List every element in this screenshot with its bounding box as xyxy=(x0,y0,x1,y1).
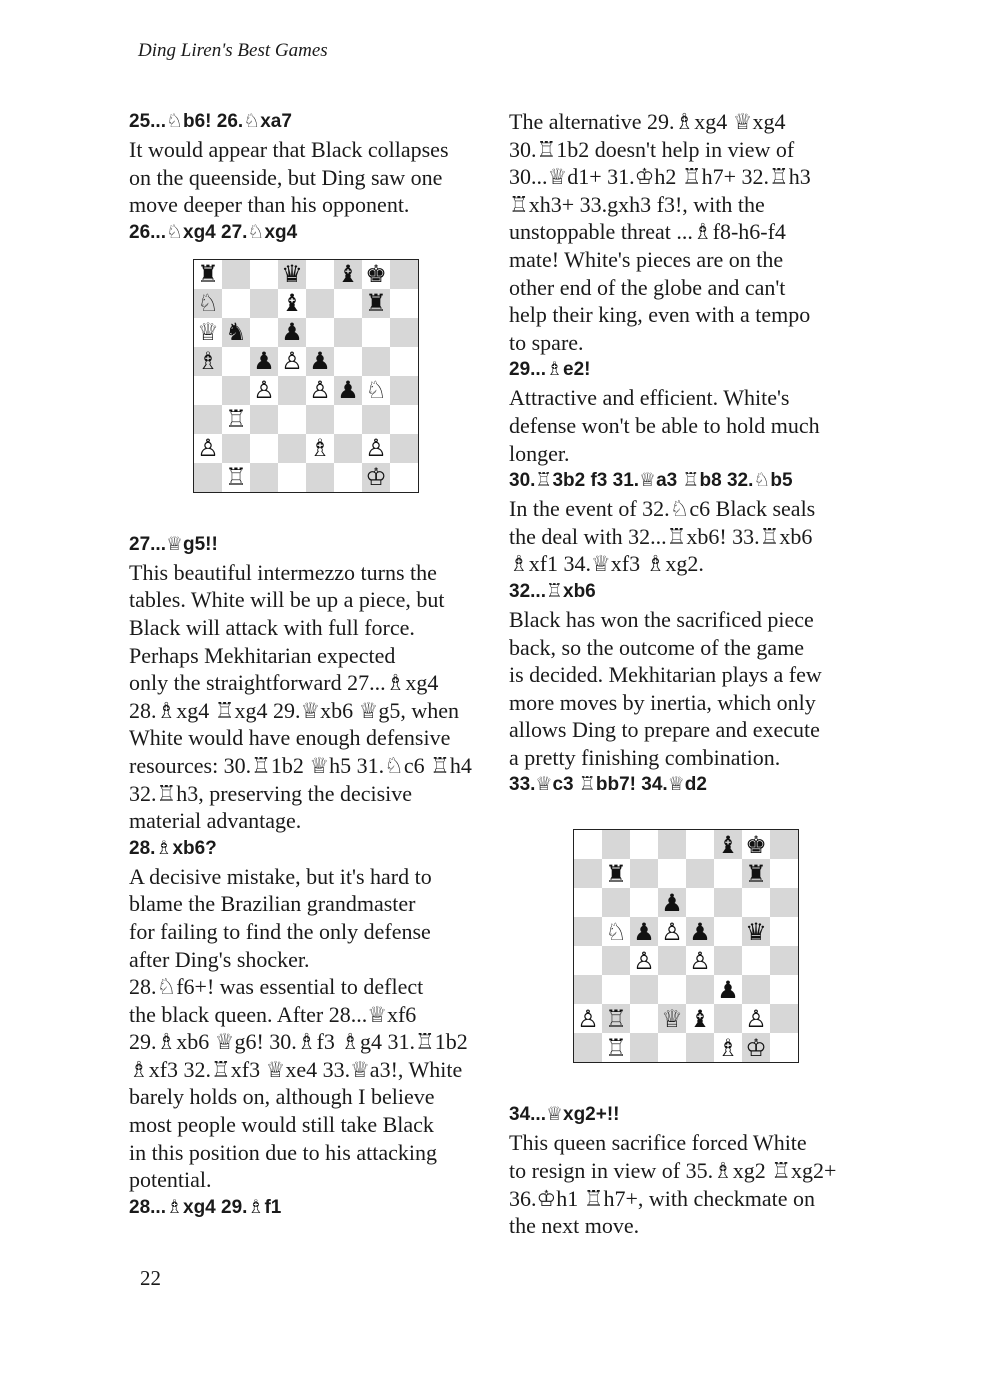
board-square xyxy=(770,1004,798,1033)
board-square xyxy=(714,1033,742,1062)
board-square xyxy=(770,975,798,1004)
commentary-line: A decisive mistake, but it's hard to xyxy=(129,863,432,889)
board-square xyxy=(222,347,250,376)
commentary-line: 28.♗xg4 ♖xg4 29.♕xb6 ♕g5, when xyxy=(129,697,460,723)
commentary-line: in this position due to his attacking xyxy=(129,1139,437,1165)
commentary-line: after Ding's shocker. xyxy=(129,946,310,972)
commentary-paragraph xyxy=(509,108,859,356)
commentary-line: material advantage. xyxy=(129,808,302,834)
chess-piece-icon: ♚ xyxy=(745,830,767,859)
board-square xyxy=(334,260,362,289)
commentary-line: resources: 30.♖1b2 ♕h5 31.♘c6 ♖h4 xyxy=(129,752,472,778)
board-square xyxy=(194,463,222,492)
commentary-line: allows Ding to prepare and execute xyxy=(509,717,820,743)
board-square xyxy=(362,318,390,347)
board-square xyxy=(362,347,390,376)
board-square xyxy=(602,946,630,975)
board-square xyxy=(714,946,742,975)
commentary-line: move deeper than his opponent. xyxy=(129,192,410,218)
board-square xyxy=(250,463,278,492)
board-square xyxy=(602,830,630,859)
board-square xyxy=(686,1004,714,1033)
board-square xyxy=(222,463,250,492)
move-heading: 28.♗xb6? xyxy=(129,837,217,859)
board-square xyxy=(658,888,686,917)
commentary-paragraph xyxy=(509,606,859,772)
board-square xyxy=(714,859,742,888)
move-heading: 28...♗xg4 29.♗f1 xyxy=(129,1196,282,1218)
commentary-line: more moves by inertia, which only xyxy=(509,689,816,715)
move-heading: 27...♕g5!! xyxy=(129,533,218,555)
board-square xyxy=(686,975,714,1004)
chess-piece-icon: ♗ xyxy=(717,1033,739,1062)
chess-piece-icon: ♙ xyxy=(365,434,387,463)
board-square xyxy=(742,888,770,917)
commentary-line: for failing to find the only defense xyxy=(129,918,431,944)
commentary-line: most people would still take Black xyxy=(129,1112,434,1138)
board-square xyxy=(686,917,714,946)
board-square xyxy=(574,888,602,917)
board-square xyxy=(222,260,250,289)
commentary-line: Black will attack with full force. xyxy=(129,614,415,640)
commentary-line: Perhaps Mekhitarian expected xyxy=(129,642,396,668)
board-square xyxy=(222,289,250,318)
board-square xyxy=(390,405,418,434)
board-square xyxy=(306,434,334,463)
board-square xyxy=(630,975,658,1004)
running-title: Ding Liren's Best Games xyxy=(138,40,328,61)
commentary-line: longer. xyxy=(509,440,570,466)
commentary-line: a pretty finishing combination. xyxy=(509,744,781,770)
chess-piece-icon: ♗ xyxy=(309,434,331,463)
board-square xyxy=(390,463,418,492)
commentary-line: 30...♕d1+ 31.♔h2 ♖h7+ 32.♖h3 xyxy=(509,164,811,190)
commentary-line: the black queen. After 28...♕xf6 xyxy=(129,1001,417,1027)
board-square xyxy=(194,318,222,347)
chess-piece-icon: ♙ xyxy=(253,376,275,405)
right-column xyxy=(509,108,859,1240)
chess-piece-icon: ♟ xyxy=(281,318,303,347)
board-square xyxy=(306,376,334,405)
chess-piece-icon: ♔ xyxy=(365,463,387,492)
move-heading: 33.♕c3 ♖bb7! 34.♕d2 xyxy=(509,774,707,796)
board-square xyxy=(602,917,630,946)
board-square xyxy=(714,830,742,859)
commentary-line: back, so the outcome of the game xyxy=(509,634,805,660)
chess-piece-icon: ♙ xyxy=(661,917,683,946)
move-heading: 32...♖xb6 xyxy=(509,580,596,602)
commentary-line: mate! White's pieces are on the xyxy=(509,246,784,272)
commentary-line: defense won't be able to hold much xyxy=(509,412,820,438)
move-heading: 30.♖3b2 f3 31.♕a3 ♖b8 32.♘b5 xyxy=(509,470,793,492)
board-square xyxy=(250,376,278,405)
board-square xyxy=(278,260,306,289)
board-square xyxy=(658,1004,686,1033)
board-square xyxy=(194,289,222,318)
commentary-line: help their king, even with a tempo xyxy=(509,302,811,328)
board-square xyxy=(222,405,250,434)
board-square xyxy=(390,318,418,347)
board-square xyxy=(390,260,418,289)
commentary-line: blame the Brazilian grandmaster xyxy=(129,891,416,917)
board-square xyxy=(222,434,250,463)
board-square xyxy=(334,347,362,376)
chess-piece-icon: ♔ xyxy=(745,1033,767,1062)
board-square xyxy=(194,405,222,434)
board-square xyxy=(278,289,306,318)
board-square xyxy=(306,405,334,434)
board-square xyxy=(194,434,222,463)
chess-piece-icon: ♟ xyxy=(337,376,359,405)
board-square xyxy=(278,463,306,492)
chess-piece-icon: ♛ xyxy=(745,917,767,946)
board-square xyxy=(574,917,602,946)
board-square xyxy=(194,376,222,405)
board-square xyxy=(306,289,334,318)
board-square xyxy=(194,347,222,376)
board-square xyxy=(742,946,770,975)
chess-piece-icon: ♟ xyxy=(309,347,331,376)
commentary-line: is decided. Mekhitarian plays a few xyxy=(509,662,822,688)
commentary-paragraph xyxy=(129,559,489,835)
commentary-line: ♗xf1 34.♕xf3 ♗xg2. xyxy=(509,551,704,577)
chess-piece-icon: ♘ xyxy=(365,376,387,405)
chess-piece-icon: ♖ xyxy=(225,405,247,434)
chess-piece-icon: ♘ xyxy=(197,289,219,318)
board-square xyxy=(362,405,390,434)
chess-piece-icon: ♙ xyxy=(309,376,331,405)
chess-diagram xyxy=(573,829,799,1063)
board-square xyxy=(574,1004,602,1033)
chess-piece-icon: ♙ xyxy=(633,946,655,975)
chess-piece-icon: ♘ xyxy=(605,917,627,946)
board-square xyxy=(630,888,658,917)
commentary-line: ♖xh3+ 33.gxh3 f3!, with the xyxy=(509,191,765,217)
chess-piece-icon: ♛ xyxy=(281,260,303,289)
board-square xyxy=(574,946,602,975)
board-square xyxy=(770,888,798,917)
board-square xyxy=(686,1033,714,1062)
chess-piece-icon: ♟ xyxy=(689,917,711,946)
commentary-paragraph xyxy=(129,863,489,1194)
chess-piece-icon: ♚ xyxy=(365,260,387,289)
chess-piece-icon: ♙ xyxy=(197,434,219,463)
commentary-paragraph xyxy=(509,384,859,467)
commentary-line: ♗xf3 32.♖xf3 ♕xe4 33.♕a3!, White xyxy=(129,1056,463,1082)
board-square xyxy=(278,434,306,463)
commentary-line: tables. White will be up a piece, but xyxy=(129,587,445,613)
board-square xyxy=(742,1033,770,1062)
board-square xyxy=(574,859,602,888)
commentary-line: It would appear that Black collapses xyxy=(129,137,449,162)
chess-piece-icon: ♙ xyxy=(689,946,711,975)
board-square xyxy=(658,917,686,946)
board-square xyxy=(770,830,798,859)
commentary-line: 32.♖h3, preserving the decisive xyxy=(129,780,413,806)
board-square xyxy=(362,260,390,289)
commentary-line: 29.♗xb6 ♕g6! 30.♗f3 ♗g4 31.♖1b2 xyxy=(129,1029,468,1055)
board-square xyxy=(714,917,742,946)
board-square xyxy=(658,830,686,859)
board-square xyxy=(362,289,390,318)
move-heading: 29...♗e2! xyxy=(509,359,591,381)
board-square xyxy=(362,463,390,492)
commentary-line: the deal with 32...♖xb6! 33.♖xb6 xyxy=(509,523,813,549)
board-square xyxy=(686,830,714,859)
commentary-line: The alternative 29.♗xg4 ♕xg4 xyxy=(509,109,786,134)
board-square xyxy=(390,289,418,318)
move-heading: 26...♘xg4 27.♘xg4 xyxy=(129,221,298,243)
chess-piece-icon: ♝ xyxy=(337,260,359,289)
chess-piece-icon: ♟ xyxy=(717,975,739,1004)
commentary-paragraph xyxy=(509,1129,859,1239)
chess-piece-icon: ♜ xyxy=(197,260,219,289)
board-square xyxy=(630,859,658,888)
chess-piece-icon: ♖ xyxy=(605,1033,627,1062)
board-square xyxy=(686,946,714,975)
board-square xyxy=(686,859,714,888)
page-number: 22 xyxy=(140,1266,161,1290)
board-square xyxy=(250,405,278,434)
board-square xyxy=(362,376,390,405)
board-square xyxy=(278,405,306,434)
board-square xyxy=(250,347,278,376)
chess-diagram xyxy=(193,259,419,493)
commentary-line: Black has won the sacrificed piece xyxy=(509,606,814,632)
board-square xyxy=(334,318,362,347)
chess-piece-icon: ♝ xyxy=(717,830,739,859)
commentary-line: to spare. xyxy=(509,329,584,355)
board-square xyxy=(390,434,418,463)
board-square xyxy=(658,946,686,975)
chess-piece-icon: ♙ xyxy=(745,1004,767,1033)
board-square xyxy=(658,1033,686,1062)
board-square xyxy=(306,347,334,376)
commentary-paragraph xyxy=(129,136,489,219)
board-square xyxy=(602,1004,630,1033)
commentary-line: Attractive and efficient. White's xyxy=(509,385,790,411)
chess-piece-icon: ♝ xyxy=(281,289,303,318)
board-square xyxy=(742,830,770,859)
board-square xyxy=(222,376,250,405)
chess-piece-icon: ♜ xyxy=(365,289,387,318)
commentary-line: other end of the globe and can't xyxy=(509,274,786,300)
board-square xyxy=(742,917,770,946)
commentary-line: 30.♖1b2 doesn't help in view of xyxy=(509,136,795,162)
chess-piece-icon: ♗ xyxy=(197,347,219,376)
board-square xyxy=(770,917,798,946)
board-square xyxy=(742,859,770,888)
board-square xyxy=(770,859,798,888)
move-heading: 25...♘b6! 26.♘xa7 xyxy=(129,111,292,132)
board-square xyxy=(306,260,334,289)
chess-piece-icon: ♙ xyxy=(281,347,303,376)
chess-piece-icon: ♕ xyxy=(197,318,219,347)
commentary-line: potential. xyxy=(129,1167,212,1193)
board-square xyxy=(574,830,602,859)
chess-piece-icon: ♜ xyxy=(745,859,767,888)
chess-piece-icon: ♖ xyxy=(605,1004,627,1033)
board-square xyxy=(222,318,250,347)
chess-piece-icon: ♙ xyxy=(577,1004,599,1033)
commentary-line: barely holds on, although I believe xyxy=(129,1084,435,1110)
chess-piece-icon: ♖ xyxy=(225,463,247,492)
board-square xyxy=(250,434,278,463)
board-square xyxy=(630,1004,658,1033)
board-square xyxy=(602,1033,630,1062)
commentary-line: This queen sacrifice forced White xyxy=(509,1130,807,1156)
board-square xyxy=(658,859,686,888)
board-square xyxy=(630,830,658,859)
board-square xyxy=(334,434,362,463)
board-square xyxy=(602,975,630,1004)
commentary-line: only the straightforward 27...♗xg4 xyxy=(129,670,439,696)
board-square xyxy=(602,888,630,917)
chess-piece-icon: ♟ xyxy=(633,917,655,946)
board-square xyxy=(278,376,306,405)
commentary-line: In the event of 32.♘c6 Black seals xyxy=(509,496,816,522)
commentary-line: the next move. xyxy=(509,1213,640,1239)
board-square xyxy=(630,917,658,946)
commentary-paragraph xyxy=(509,495,859,578)
board-square xyxy=(250,289,278,318)
board-square xyxy=(658,975,686,1004)
board-square xyxy=(770,946,798,975)
chess-piece-icon: ♟ xyxy=(661,888,683,917)
commentary-line: to resign in view of 35.♗xg2 ♖xg2+ xyxy=(509,1158,837,1184)
commentary-line: unstoppable threat ...♗f8-h6-f4 xyxy=(509,219,786,245)
board-square xyxy=(770,1033,798,1062)
commentary-line: on the queenside, but Ding saw one xyxy=(129,164,443,190)
board-square xyxy=(742,1004,770,1033)
board-square xyxy=(250,318,278,347)
board-square xyxy=(574,975,602,1004)
commentary-line: White would have enough defensive xyxy=(129,725,451,751)
board-square xyxy=(390,376,418,405)
board-square xyxy=(390,347,418,376)
board-square xyxy=(714,975,742,1004)
board-square xyxy=(714,888,742,917)
board-square xyxy=(630,946,658,975)
board-square xyxy=(278,347,306,376)
board-square xyxy=(334,463,362,492)
board-square xyxy=(362,434,390,463)
board-square xyxy=(714,1004,742,1033)
board-square xyxy=(334,289,362,318)
commentary-line: This beautiful intermezzo turns the xyxy=(129,559,437,585)
chess-piece-icon: ♞ xyxy=(225,318,247,347)
move-heading: 34...♕xg2+!! xyxy=(509,1104,620,1126)
board-square xyxy=(574,1033,602,1062)
board-square xyxy=(686,888,714,917)
board-square xyxy=(602,859,630,888)
left-column xyxy=(129,108,489,1222)
board-square xyxy=(334,405,362,434)
board-square xyxy=(250,260,278,289)
board-square xyxy=(278,318,306,347)
chess-piece-icon: ♜ xyxy=(605,859,627,888)
board-square xyxy=(742,975,770,1004)
board-square xyxy=(306,463,334,492)
board-square xyxy=(630,1033,658,1062)
chess-piece-icon: ♝ xyxy=(689,1004,711,1033)
board-square xyxy=(306,318,334,347)
chess-piece-icon: ♟ xyxy=(253,347,275,376)
commentary-line: 36.♔h1 ♖h7+, with checkmate on xyxy=(509,1185,816,1211)
board-square xyxy=(194,260,222,289)
board-square xyxy=(334,376,362,405)
commentary-line: 28.♘f6+! was essential to deflect xyxy=(129,974,424,1000)
chess-piece-icon: ♕ xyxy=(661,1004,683,1033)
